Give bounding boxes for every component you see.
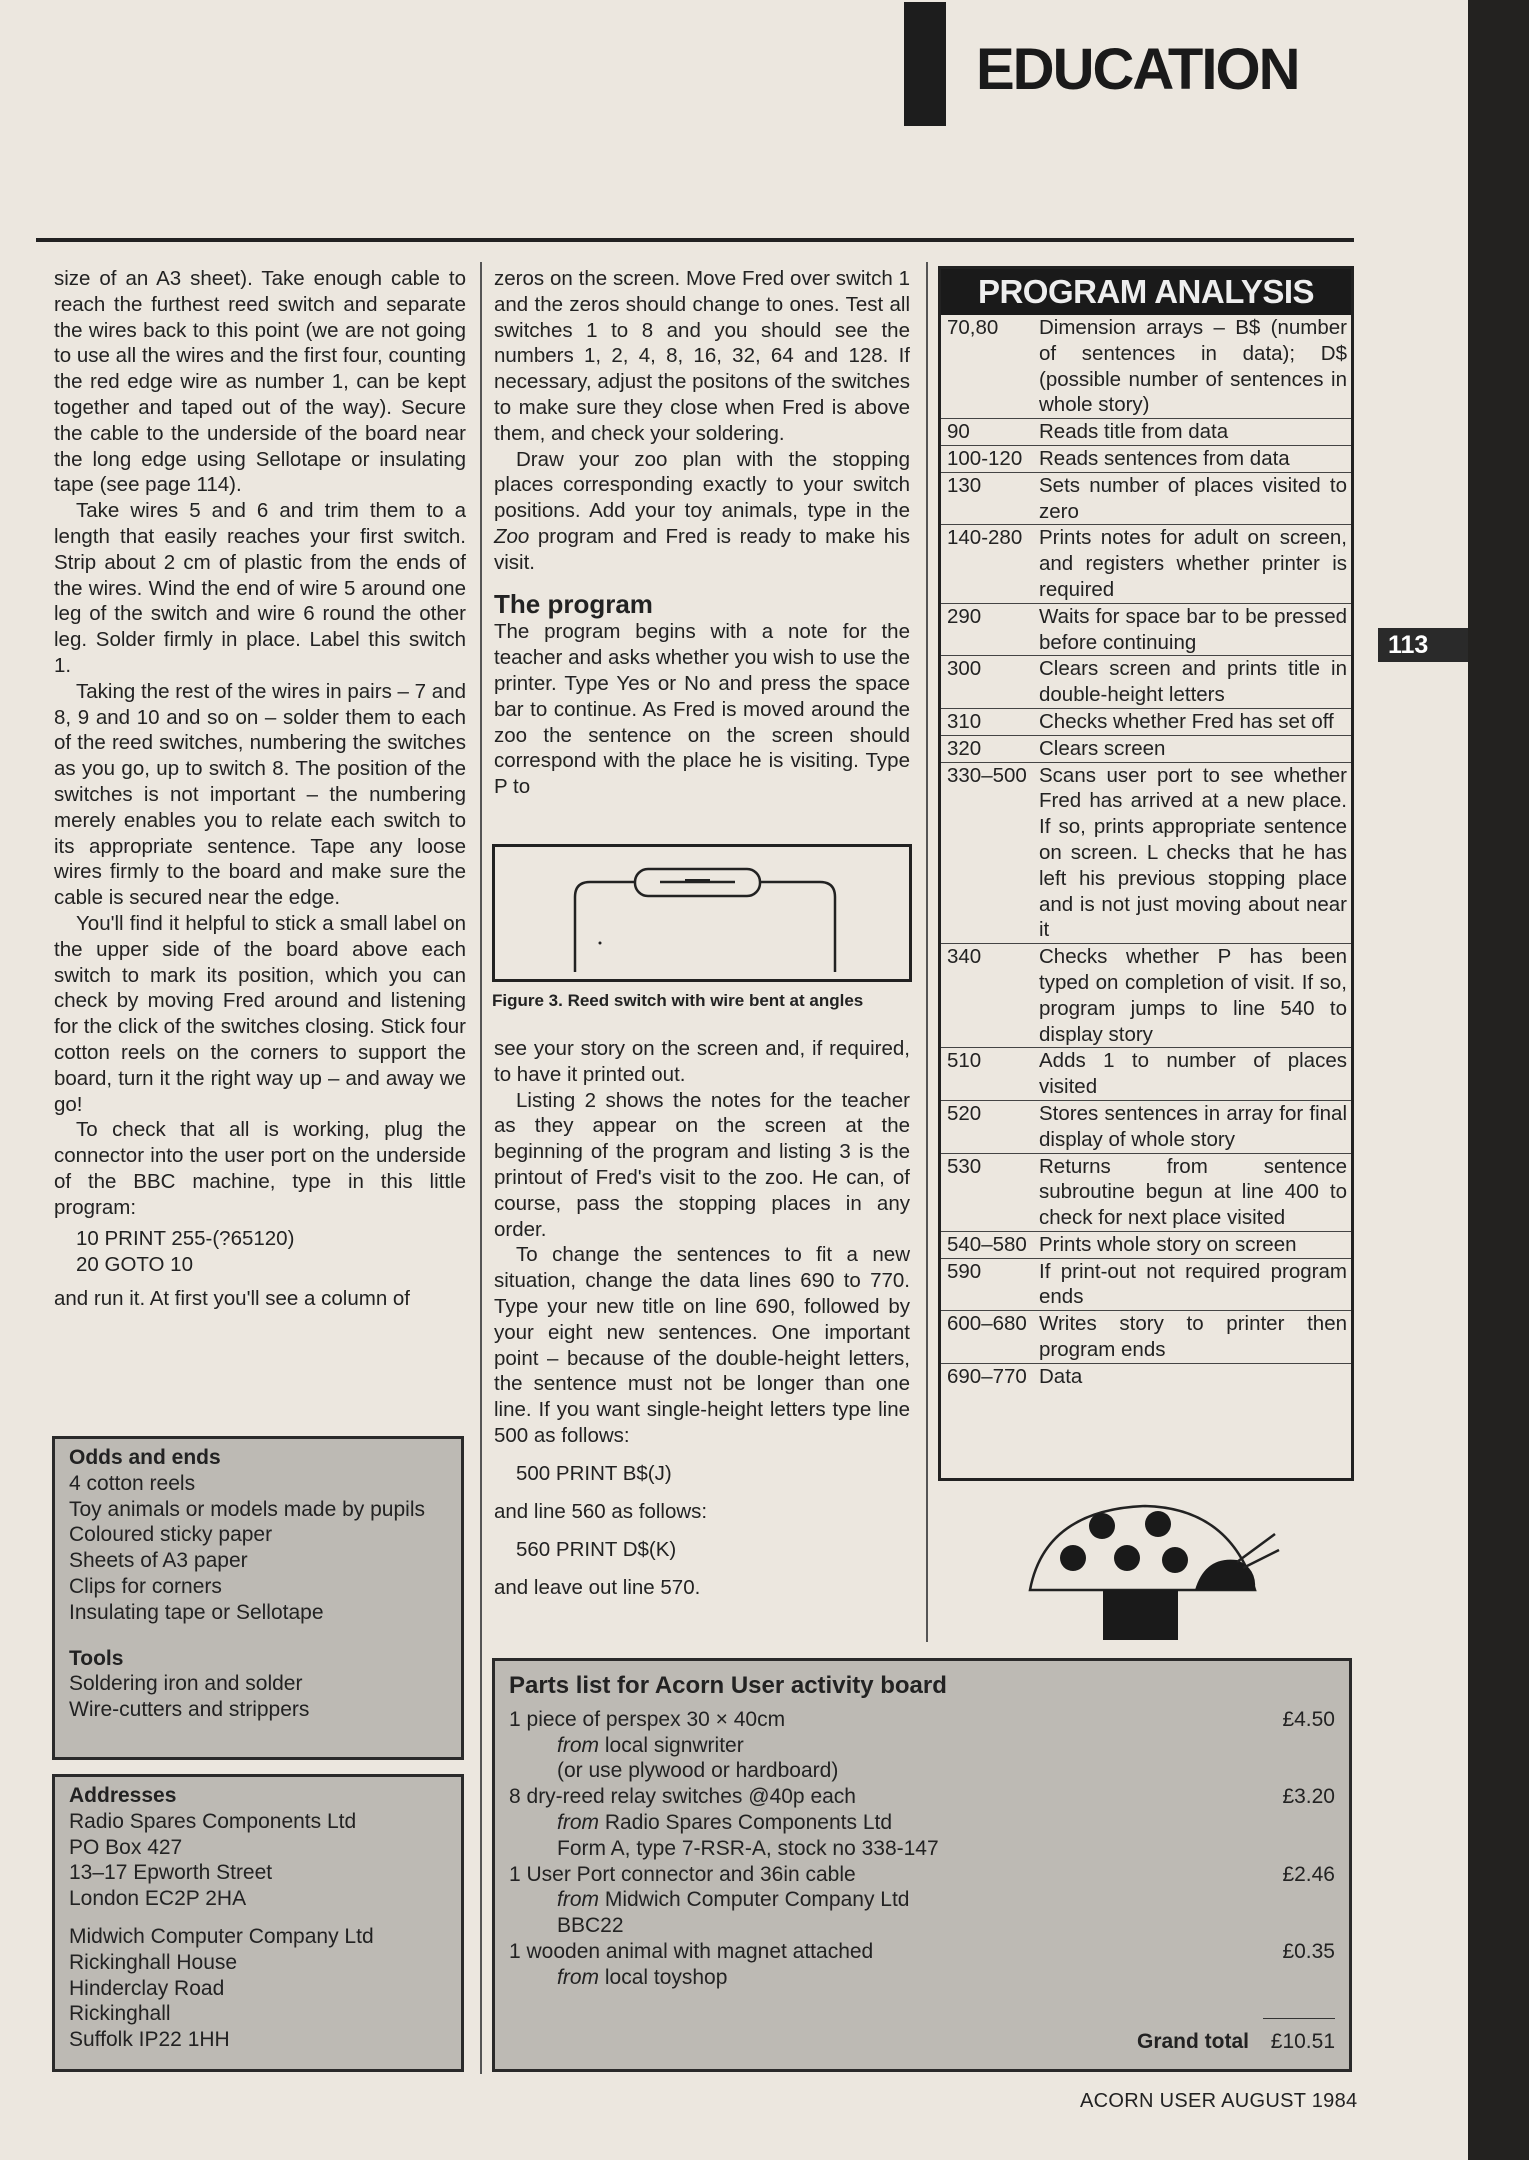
address-line: Midwich Computer Company Ltd: [69, 1924, 374, 1948]
code-line: 500 PRINT B$(J): [516, 1461, 672, 1485]
box-title: Addresses: [69, 1784, 177, 1807]
parts-item-name: 8 dry-reed relay switches @40p each: [509, 1785, 856, 1809]
parts-item-note: Form A, type 7-RSR-A, stock no 338-147: [557, 1836, 939, 1860]
analysis-row: [941, 472, 1351, 525]
parts-item-price: £4.50: [1282, 1707, 1335, 1731]
line-description: Sets number of places visited to zero: [1039, 473, 1347, 523]
paragraph: and run it. At first you'll see a column of: [54, 1287, 411, 1311]
parts-item: [509, 1862, 1335, 1939]
paragraph: Taking the rest of the wires in pairs – 7 and 8, 9 and 10 and so on – solder them to each of the reed switches, numbering the switches as you go, up to switch 8. The position of the switches is not important – the numbering merely enables you to relate each switch to its appropriate sentence. Tape any loose wires firmly to the board and make sure the cable is secured near the edge.: [54, 679, 466, 910]
address-line: London EC2P 2HA: [69, 1887, 247, 1911]
line-number: 320: [947, 736, 982, 760]
column-divider: [926, 262, 928, 1642]
parts-item-source: from local signwriter: [557, 1733, 744, 1757]
line-description: Writes story to printer then program ends: [1039, 1312, 1347, 1362]
analysis-row: [941, 708, 1351, 735]
code-line: 560 PRINT D$(K): [516, 1537, 677, 1561]
analysis-row: [941, 1231, 1351, 1258]
parts-item-source: from local toyshop: [557, 1965, 728, 1989]
page-number-tab: 113: [1378, 628, 1468, 662]
paragraph: see your story on the screen and, if required, to have it printed out.: [494, 1037, 910, 1086]
grand-total: [1137, 2018, 1335, 2055]
reed-switch-diagram: [495, 847, 909, 979]
analysis-row: [941, 1100, 1351, 1153]
list-item: 4 cotton reels: [69, 1471, 196, 1495]
line-description: Reads sentences from data: [1039, 446, 1290, 470]
grand-total-value: £10.51: [1263, 2018, 1335, 2055]
box-subtitle: Tools: [69, 1646, 124, 1670]
parts-item-name: 1 User Port connector and 36in cable: [509, 1862, 856, 1886]
address-line: 13–17 Epworth Street: [69, 1861, 273, 1885]
line-number: 590: [947, 1259, 982, 1283]
line-description: Adds 1 to number of places visited: [1039, 1049, 1347, 1099]
parts-item-source: from Radio Spares Components Ltd: [557, 1810, 893, 1834]
paragraph: To check that all is working, plug the connector into the user port on the underside of the BBC machine, type in this little program:: [54, 1118, 466, 1219]
line-description: Checks whether P has been typed on completion of visit. If so, program jumps to line 540 to display story: [1039, 945, 1347, 1046]
parts-item-note: BBC22: [557, 1914, 624, 1938]
program-analysis-title: PROGRAM ANALYSIS: [941, 269, 1351, 315]
paragraph: The program begins with a note for the teacher and asks whether you wish to use the printer. Type Yes or No and press the space bar to continue. As Fred is moved around the zoo the sentence on the screen should correspond with the place he is visiting. Type P to: [494, 620, 910, 799]
list-item: Wire-cutters and strippers: [69, 1698, 310, 1722]
paragraph: Take wires 5 and 6 and trim them to a length that easily reaches your first switch. Strip about 2 cm of plastic from the ends of the wires. Wind the end of wire 5 around one leg of the switch and wire 6 round the other leg. Solder firmly in place. Label this switch 1.: [54, 499, 466, 677]
analysis-row: [941, 524, 1351, 602]
line-description: Checks whether Fred has set off: [1039, 709, 1334, 733]
analysis-row: [941, 1310, 1351, 1363]
line-description: Reads title from data: [1039, 420, 1229, 444]
list-item: Soldering iron and solder: [69, 1672, 303, 1696]
parts-item-price: £2.46: [1282, 1862, 1335, 1886]
column-2-upper: [494, 266, 910, 800]
line-number: 70,80: [947, 316, 999, 339]
paragraph: To change the sentences to fit a new situation, change the data lines 690 to 770. Type your new title on line 690, followed by your eight new sentences. One important point – because of the double-height letters, the sentence must not be longer than one line. If you want single-height letters type line 500 as follows:: [494, 1243, 910, 1447]
parts-item-name: 1 wooden animal with magnet attached: [509, 1939, 874, 1963]
paragraph: and leave out line 570.: [494, 1575, 701, 1599]
list-item: Sheets of A3 paper: [69, 1549, 248, 1573]
list-item: Clips for corners: [69, 1574, 222, 1598]
header-bar: [904, 2, 946, 126]
analysis-row: [941, 1258, 1351, 1311]
page-spine: [1468, 0, 1529, 2160]
paragraph: You'll find it helpful to stick a small label on the upper side of the board above each switch to mark its position, which you can check by moving Fred around and listening for the click of the switches closing. Stick four cotton reels on the corners to support the board, turn it the right way up – and away we go!: [54, 911, 466, 1116]
address-line: Rickinghall House: [69, 1950, 238, 1974]
line-number: 330–500: [947, 763, 1027, 787]
line-description: Waits for space bar to be pressed before continuing: [1039, 604, 1347, 654]
analysis-row: [941, 1363, 1351, 1390]
line-number: 130: [947, 473, 982, 497]
parts-list-box: [492, 1658, 1352, 2072]
parts-list-title: Parts list for Acorn User activity board: [509, 1672, 947, 1699]
header-rule: [36, 238, 1354, 242]
analysis-row: [941, 1047, 1351, 1100]
parts-item-price: £0.35: [1282, 1939, 1335, 1963]
analysis-row: [941, 943, 1351, 1047]
address-line: PO Box 427: [69, 1835, 183, 1859]
address-line: Radio Spares Components Ltd: [69, 1809, 357, 1833]
grand-total-label: Grand total: [1136, 2030, 1249, 2054]
parts-list-items: [509, 1707, 1335, 1991]
box-title: Odds and ends: [69, 1446, 221, 1469]
list-item: Toy animals or models made by pupils: [69, 1497, 425, 1521]
paragraph: and line 560 as follows:: [494, 1499, 708, 1523]
line-number: 100-120: [947, 446, 1023, 470]
section-heading: The program: [494, 588, 653, 619]
paragraph: Listing 2 shows the notes for the teacher as they appear on the screen at the beginning of the program and listing 3 is the printout of Fred's visit to the zoo. He can, of course, pass the stopping places in any order.: [494, 1088, 910, 1241]
parts-item-source: from Midwich Computer Company Ltd: [557, 1888, 910, 1912]
code-line: 20 GOTO 10: [76, 1253, 193, 1277]
parts-item: [509, 1939, 1335, 1991]
line-number: 520: [947, 1101, 982, 1125]
column-2-lower: [494, 1036, 910, 1600]
address-line: Rickinghall: [69, 2002, 171, 2026]
line-description: If print-out not required program ends: [1039, 1259, 1347, 1309]
analysis-row: [941, 655, 1351, 708]
ladybird-illustration: [1025, 1498, 1285, 1648]
parts-item: [509, 1784, 1335, 1861]
line-number: 90: [947, 420, 970, 444]
parts-item-name: 1 piece of perspex 30 × 40cm: [509, 1707, 786, 1731]
line-description: Clears screen and prints title in double-height letters: [1039, 657, 1347, 707]
section-title: EDUCATION: [976, 37, 1299, 102]
figure-reed-switch: [492, 844, 912, 982]
address-line: Hinderclay Road: [69, 1976, 225, 2000]
paragraph: size of an A3 sheet). Take enough cable to reach the furthest reed switch and separate the wires back to this point (we are not going to use all the wires and the first four, counting the red edge wire as number 1, can be kept together and taped out of the way). Secure the cable to the underside of the board near the long edge using Sellotape or insulating tape (see page 114).: [54, 267, 466, 497]
line-description: Data: [1039, 1364, 1083, 1388]
line-number: 300: [947, 657, 982, 681]
analysis-row: [941, 603, 1351, 656]
line-description: Dimension arrays – B$ (number of sentences in data); D$ (possible number of sentences in whole story): [1039, 316, 1347, 417]
line-number: 530: [947, 1154, 982, 1178]
analysis-row: [941, 1153, 1351, 1231]
line-number: 540–580: [947, 1232, 1027, 1256]
column-divider: [480, 262, 482, 2074]
line-description: Prints notes for adult on screen, and registers whether printer is required: [1039, 526, 1347, 601]
list-item: Insulating tape or Sellotape: [69, 1600, 324, 1624]
program-analysis-box: [938, 266, 1354, 1481]
line-description: Prints whole story on screen: [1039, 1232, 1297, 1256]
parts-item-price: £3.20: [1282, 1785, 1335, 1809]
line-number: 310: [947, 709, 982, 733]
analysis-row: [941, 315, 1351, 418]
addresses-box: [52, 1774, 464, 2072]
line-number: 600–680: [947, 1312, 1027, 1336]
paragraph: Draw your zoo plan with the stopping places corresponding exactly to your switch positions. Add your toy animals, type in the Zoo program and Fred is ready to make his visit.: [494, 447, 910, 574]
line-description: Stores sentences in array for final display of whole story: [1039, 1101, 1347, 1151]
line-number: 510: [947, 1049, 982, 1073]
code-line: 10 PRINT 255-(?65120): [76, 1227, 295, 1251]
column-1: [54, 266, 466, 1312]
program-analysis-table: [941, 315, 1351, 1390]
line-description: Returns from sentence subroutine begun at line 400 to check for next place visited: [1039, 1154, 1347, 1230]
analysis-row: [941, 418, 1351, 445]
analysis-row: [941, 445, 1351, 472]
line-number: 690–770: [947, 1364, 1027, 1388]
line-description: Scans user port to see whether Fred has arrived at a new place. If so, prints appropriate sentence on screen. L checks that he has left his previous stopping place and is not just moving about near it: [1039, 763, 1347, 942]
line-number: 290: [947, 604, 982, 628]
line-number: 340: [947, 945, 982, 969]
address-line: Suffolk IP22 1HH: [69, 2028, 230, 2052]
parts-item-note: (or use plywood or hardboard): [557, 1759, 839, 1783]
parts-item: [509, 1707, 1335, 1784]
page-footer: ACORN USER AUGUST 1984: [1080, 2090, 1358, 2112]
figure-caption: Figure 3. Reed switch with wire bent at angles: [492, 991, 864, 1010]
paragraph: zeros on the screen. Move Fred over switch 1 and the zeros should change to ones. Test all switches 1 to 8 and you should see the numbers 1, 2, 4, 8, 16, 32, 64 and 128. If necessary, adjust the positons of the switches to make sure they close when Fred is above them, and check your soldering.: [494, 267, 910, 445]
line-number: 140-280: [947, 526, 1023, 550]
analysis-row: [941, 735, 1351, 762]
code-listing: [76, 1226, 466, 1278]
list-item: Coloured sticky paper: [69, 1523, 273, 1547]
odds-and-ends-box: [52, 1436, 464, 1760]
line-description: Clears screen: [1039, 736, 1166, 760]
analysis-row: [941, 762, 1351, 944]
